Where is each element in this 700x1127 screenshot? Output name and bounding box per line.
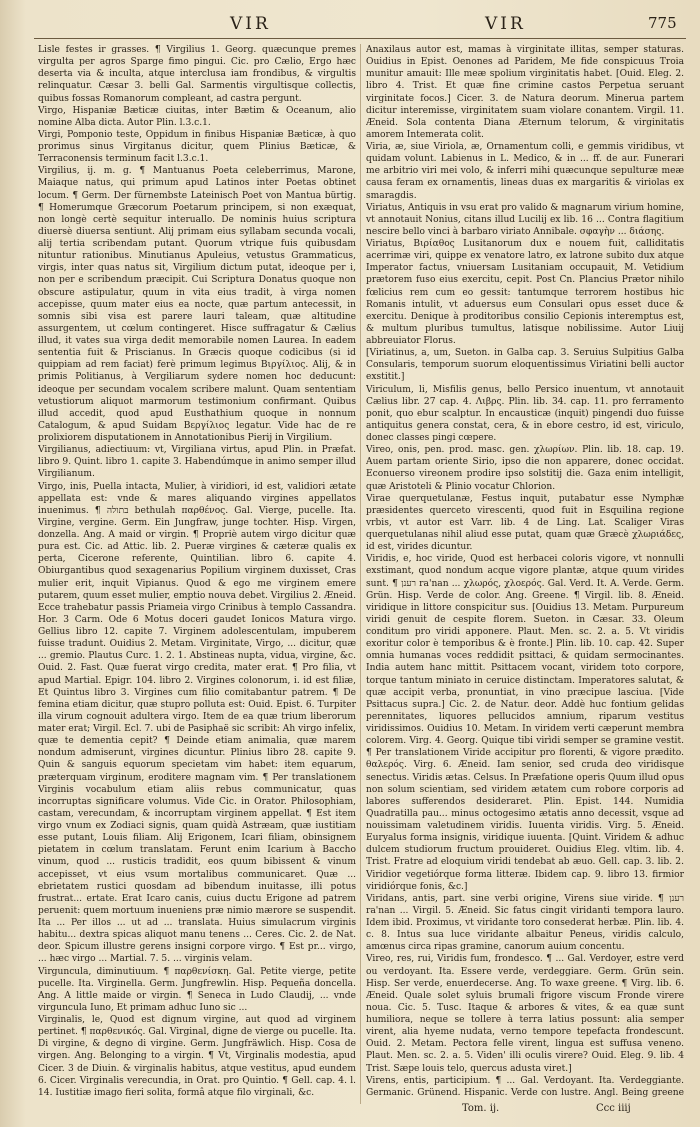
entry-paragraph: Virginalis, le, Quod est dignum virgine, aut quod ad virginem pertinet. ¶ παρθενικός. Gal. Virginal, digne de vierge ou pucelle. Ita. Di virgine, & degno di virgine. Germ. Jungfräwlich. Hisp. Cosa de virgen. Ang. Belonging to a virgin. ¶ Vt, Virginalis modestia, apud Cicer. 3 de Diuin. & virginalis habitus, atque vestitus, apud eundem 6. Cicer. Virginalis verecundia, in Orat. pro Quintio. ¶ Gell. cap. 4. l. 14. Iustitiæ imago fieri solita, formâ atque filo virginali, &c.: [38, 1015, 356, 1098]
entry-paragraph: Anaxilaus autor est, mamas à virginitate illitas, semper staturas. Ouidius in Epist. Oenones ad Paridem, Me fide conspicuus Troia munitur amauit: Ille meæ spolium virginitatis habet. [Ouid. Eleg. 2. libro 4. Trist. Et quæ fine crimine castos Perpetua seruant virginitate focos.] Cicer. 3. de Natura deorum. Minerua partem dicitur interemisse, virginitatem suam violare conantem. Virgil. 11. Æneid. Sola contenta Diana Æternum telorum, & virginitatis amorem Intemerata colit.: [366, 45, 684, 140]
entry-paragraph: Virgilius, ij. m. g. ¶ Mantuanus Poeta celeberrimus, Marone, Maiaque natus, qui primum apud Latinos inter Poetas obtinet locum. ¶ Germ. Der fürnembste Lateinisch Poet von Mantua bürtig. ¶ Homerumque Græcorum Poetarum principem, si non exæquat, non longè certè sequitur interuallo. De nominis huius scriptura diuersè diuersa sentiunt. Alij primam eius syllabam secunda vocali, alij tertia scribendam putant. Quorum vtrique fuis quibusdam nituntur rationibus. Minutianus Apuleius, vetustus Grammaticus, virgis, inter quas natus sit, Virgilium dictum putat, ideoque per i, non per e scribendum præcipit. Cui Scriptura Donatus quoque non obscure astipulatur, quum in vita eius tradit, à virga nomen accepisse, quum mater eius ea nocte, quæ partum antecessit, in somnis sibi visa est parere lauri taleam, quæ altitudine assurgentem, ut cœlum contingeret. Hisce suffragatur & Cælius illud, it vates sua virga dedit memorabile nomen Laurea. In eadem sententia fuit & Priscianus. In Græcis quoque codicibus (si id quippiam ad rem faciat) ferè primum legimus Βιργίλιος. Alij, & in primis Politianus, à Vergiliarum sydere nomen hoc deducunt: ideoque per secundam vocalem scribere malunt. Quam sententiam vetustiorum aliquot marmorum testimonium confirmant. Quibus illud accedit, quod apud Eusthathium quoque in nonnum Catalogum, & apud Suidam Βεργίλιος legatur. Vide hac de re prolixiorem disputationem in Annotationibus Pierij in Virgilium.: [38, 166, 356, 443]
entry-paragraph: [38, 1099, 356, 1100]
running-head: [0, 14, 700, 38]
header-rule: [34, 38, 686, 39]
entry-paragraph: Viriculum, li, Misfilis genus, bello Persico inuentum, vt annotauit Cælius libr. 27 cap. 4. Λιβρς. Plin. lib. 34. cap. 11. pro ferramento ponit, quo ebur scalptur. In encausticæ (inquit) pingendi duo fuisse antiquitus genera constat, cera, & in ebore cestro, id est, viriculo, donec classes pingi cœpere.: [366, 384, 684, 443]
running-head-left: VIR: [230, 14, 271, 34]
page-footer: [0, 1103, 700, 1119]
entry-paragraph: Virens, entis, participium. ¶ ... Gal. Verdoyant. Ita. Verdeggiante. Germanic. Grünend. Hispanic. Verde con lustre. Angl. Being greene: [366, 1075, 684, 1098]
entry-paragraph: Virae querquetulanæ, Festus inquit, putabatur esse Nymphæ præsidentes querceto virescenti, quod fuit in Esquilina regione vrbis, vt autor est Varr. lib. 4 de Ling. Lat. Scaliger Viras querquetulanas nihil aliud esse putat, quam quæ Græcè χλωριάδες, id est, virides dicuntur.: [366, 493, 684, 553]
entry-paragraph: Viria, æ, siue Viriola, æ, Ornamentum colli, e gemmis viridibus, vt quidam volunt. Labienus in L. Medico, & in ... ff. de aur. Funerari me arbitrio viri mei volo, & inferri mihi quæcunque sepulturæ meæ causa feram ex ornamentis, lineas duas ex margaritis & viriolas ex smaragdis.: [366, 142, 684, 201]
page-number: 775: [648, 14, 677, 32]
entry-paragraph: Viridis, e, hoc viride, Quod est herbacei coloris vigore, vt nonnulli exstimant, quod nondum acque vigore plantæ, atque quum virides sunt. ¶ רענן ra'nan ... χλωρός, χλοερός. Gal. Verd. It. A. Verde. Germ. Grün. Hisp. Verde de color. Ang. Greene. ¶ Virgil. lib. 8. Æneid. viridique in littore conspicitur sus. [Ouidius 13. Metam. Purpureum viridi genuit de cespite florem. Sueton. in Cæsar. 33. Oleum conditum pro viridi apponere. Plaut. Men. sc. 2. a. 5. Vt viridis exoritur color è temporibus & è fronte.] Plin. lib. 10. cap. 42. Super omnia humanas voces reddidit psittaci, & quidam sermocinantes. India autem hanc mittit. Psittacem vocant, viridem toto corpore, torque tantum miniato in ceruice distinctam. Imperatores salutat, & quæ accipit verba, pronuntiat, in vino præcipue lasciua. [Vide Psittacus supra.] Cic. 2. de Natur. deor. Addè huc fontium gelidas perennitates, liquores pellucidos amnium, riparum vestitus viridissimos. Ouidius 10. Metam. In viridem verti cæperunt membra colorem. Virg. 4. Georg. Quique tibi virìdi semper se gramine vestit. ¶ Per translationem Viride accipitur pro florenti, & vigore prædito. θαλερός. Virg. 6. Æneid. Iam senior, sed cruda deo viridisque senectus. Viridis ætas. Celsus. In Præfatione operis Quum illud opus non solum scientiam, sed viridem ætatem cum robore corporis ad labores sufferendos desideraret. Plin. Epist. 144. Numidia Quadratilla pau... minus octogesimo ætatis anno decessit, vsque ad nouissimam valetudinem viridis. Iuuenta viridis. Virg. 5. Æneid. Euryalus forma insignis, viridique iuuenta. [Quint. Viridem & adhuc dulcem studiorum fructum prouideret. Ouidius Eleg. vltim. lib. 4. Trist. Fratre ad eloquium viridi tendebat ab æuo. Gell. cap. 3. lib. 2. Viridior vegetiórque forma litteræ. Ibidem cap. 9. libro 13. firmior viridiórque fonis, &c.]: [366, 554, 684, 892]
entry-paragraph: Viridans, antis, part. sine verbi origine, Virens siue viride. ¶ רענן ra'nan ... Virgil. 5. Æneid. Sic fatus cingit viridanti tempora lauro. Idem ibid. Proximus, vt viridante toro consederat herbæ. Plin. lib. 4. c. 8. Intus sua luce viridante albaitur Peneus, viridis calculo, amœnus circa ripas gramine, canorum auium concentu.: [366, 893, 684, 953]
column-separator: [360, 44, 361, 1104]
entry-paragraph: Vireo, onis, pen. prod. masc. gen. χλωρίων. Plin. lib. 18. cap. 19. Auem partam oriente Sirio, ipso die non apparere, donec occidat. Econuerso vireonem prodire ipso solstitij die. Gaza enim intelligit, quæ Aristoteli & Plinio vocatur Chlorion.: [366, 445, 684, 492]
entry-paragraph: Lisle festes ir grasses. ¶ Virgilius 1. Georg. quæcunque premes virgulta per agros Sparge fimo pingui. Cic. pro Cælio, Ergo hæc deserta via & inculta, atque interclusa iam frondibus, & virgultis relinquatur. Cæsar 3. belli Gal. Sarmentis virgultisque collectis, quibus fossas Romanorum compleant, ad castra pergunt.: [38, 45, 356, 104]
entry-paragraph: Virgo, inis, Puella intacta, Mulier, à viridiori, id est, validiori ætate appellata est: vnde & mares aliquando virgines appellatos inuenimus. ¶ בתולה bethulah παρθένος. Gal. Vierge, pucelle. Ita. Virgine, vergine. Germ. Ein Jungfraw, junge tochter. Hisp. Virgen, donzella. Ang. A maid or virgin. ¶ Propriè autem virgo dicitur quæ pura est. Cic. ad Attic. lib. 2. Pueræ virgines & cæteræ qualis ex perta, Cicerone referente, Quintilian. libro 6. capite 4. Obiurgantibus quod sexagenarius Popilium virginem duxisset, Cras mulier erit, inquit Vipianus. Quod & ego me virginem emere putarem, quum esset mulier, emptio nouva debet. Virgilius 2. Æneid. Ecce trahebatur passis Priameia virgo Crinibus à templo Cassandra. Hor. 3 Carm. Ode 6 Motus doceri gaudet Ionicos Matura virgo. Gellius libro 12. capite 7. Virginem adolescentulam, impuberem fuisse tradunt. Ouidius 2. Metam. Virginitate, Virgo, ... dicitur, quæ ... gremio. Plautus Curc. 1. 2. 1. Abstineas nupta, vidua, virgine, &c. Ouid. 2. Fast. Quæ fuerat virgo credita, mater erat. ¶ Pro filia, vt apud Martial. Epigr. 104. libro 2. Virgines colonorum, i. id est filiæ, Et Quintus libro 3. Virgines cum filio comitabantur patrem. ¶ De femina etiam dicitur, quæ stupro polluta est: Ouid. Epist. 6. Turpiter illa virum cognouit adultera virgo. Item de ea quæ trium liberorum mater erat; Virgil. Ecl. 7. ubi de Pasiphaë sic scribit: Ah virgo infelix, quæ te dementia cepit? ¶ Deinde etiam animalia, quæ marem nondum admiserunt, virgines dicuntur. Plinius libro 28. capite 9. Quin & sanguis equorum specietam vim habet: item equarum, præterquam virginum, eroditere magnam vim. ¶ Per translationem Virginis vocabulum etiam aliis rebus communicatur, quas incorruptas significare volumus. Vide Cic. in Orator. Philosophiam, castam, verecundam, & incorruptam virginem appellat. ¶ Est item virgo vnum ex Zodiaci signis, quam quidà Astræam, quæ iustitiam esse putant, Louis filiam. Alij Erigonem, Icari filiam, obinsignem pietatem in cœlum translatam. Ferunt enim Icarium à Baccho vinum, quod ... rusticis tradidit, eos quum bibissent & vinum accepisset, vt eius vsum mortalibus communicaret. Quæ ... ebrietatem rustici quosdam ad bibendum inuitasse, illi potus frustrat... ertate. Erat Icaro canis, cuius ductu Erigone ad patrem peruenit: quem mortuum inueniens præ nimio mærore se suspendit. Ita ... Per illos ... ut ad ... translata. Huius simulacrum virginis habitu... dextra spicas aliquot manu tenens ... Ceres. Cic. 2. de Nat. deor. Spicum illustre gerens insigni corpore virgo. ¶ Est pr... virgo, ... hæc virgo ... Martial. 7. 5. ... virginis velam.: [38, 481, 356, 965]
volume-signature: Tom. ij.: [462, 1103, 500, 1114]
entry-paragraph: Viriatus, Antiquis in vsu erat pro valido & magnarum virium homine, vt annotauit Nonius, citans illud Lucilij ex lib. 16 ... Contra flagitium nescire bello vinci à barbaro viriato Annibale. σφαγὴν ... διάσης.: [366, 202, 684, 237]
running-head-right: VIR: [485, 14, 526, 34]
left-column: [38, 44, 356, 1100]
right-column: [366, 44, 684, 1100]
gathering-mark: Ccc iiij: [596, 1103, 631, 1114]
entry-paragraph: Viriatus, Βιρίαθος Lusitanorum dux e nouem fuit, calliditatis acerrimæ viri, quippe ex venatore latro, ex latrone subito dux atque Imperator factus, vniuersam Lusitaniam occupauit, M. Vetidium prætorem fuso eius exercitu, cepit. Post Cn. Plancius Prætor nihilo fœlicius rem cum eo gessit: tantumque terrorem hostibus hic Romanis intulit, vt aduersus eum Consulari opus esset duce & exercitu. Denique à proditoribus consilio Cepionis interemptus est, & multum pluribus tumultus, latisque nobilissime. Autor Liuij abbreuiator Florus.: [366, 239, 684, 346]
entry-paragraph: [Viriatinus, a, um, Sueton. in Galba cap. 3. Seruius Sulpitius Galba Consularis, temporum suorum eloquentissimus Viriatini belli auctor exstitit.]: [366, 348, 684, 383]
entry-paragraph: Virgo, Hispaniæ Bæticæ ciuitas, inter Bætim & Oceanum, alio nomine Alba dicta. Autor Plin. l.3.c.1.: [38, 105, 356, 128]
entry-paragraph: Virgilianus, adiectiuum: vt, Virgiliana virtus, apud Plin. in Præfat. libro 9. Quint. libro 1. capite 3. Habendúmque in animo semper illud Virgilianum.: [38, 445, 356, 480]
entry-paragraph: Virguncula, diminutiuum. ¶ παρθενίσκη. Gal. Petite vierge, petite pucelle. Ita. Virginella. Germ. Jungfrewlin. Hisp. Pequeña doncella. Ang. A little maide or virgin. ¶ Seneca in Ludo Claudij, ... vnde virguncula Iuno, Et primam adhuc Iuno sic ...: [38, 966, 356, 1013]
entry-paragraph: Virgi, Pomponio teste, Oppidum in finibus Hispaniæ Bæticæ, à quo prorimus sinus Virgitanus dicitur, quem Plinius Bæticæ, & Terraconensis terminum facit l.3.c.1.: [38, 129, 356, 165]
entry-paragraph: Vireo, res, rui, Viridis fum, frondesco. ¶ ... Gal. Verdoyer, estre verd ou verdoyant. Ita. Essere verde, verdeggiare. Germ. Grün sein. Hisp. Ser verde, enuerdecerse. Ang. To waxe greene. ¶ Virg. lib. 6. Æneid. Quale solet syluis brumali frigore viscum Fronde virere noua. Cic. 5. Tusc. Itaque & arbores & vites, & ea quæ sunt humiliora, neque se tollere à terra latius possunt: alia semper virent, alia hyeme nudata, verno tempore tepefacta frondescunt. Ouid. 2. Metam. Pectora felle virent, lingua est suffusa veneno. Plaut. Men. sc. 2. a. 5. Viden' illi oculis virere? Ouid. Eleg. 9. lib. 4 Trist. Sæpe louis telo, quercus adusta viret.]: [366, 954, 684, 1074]
